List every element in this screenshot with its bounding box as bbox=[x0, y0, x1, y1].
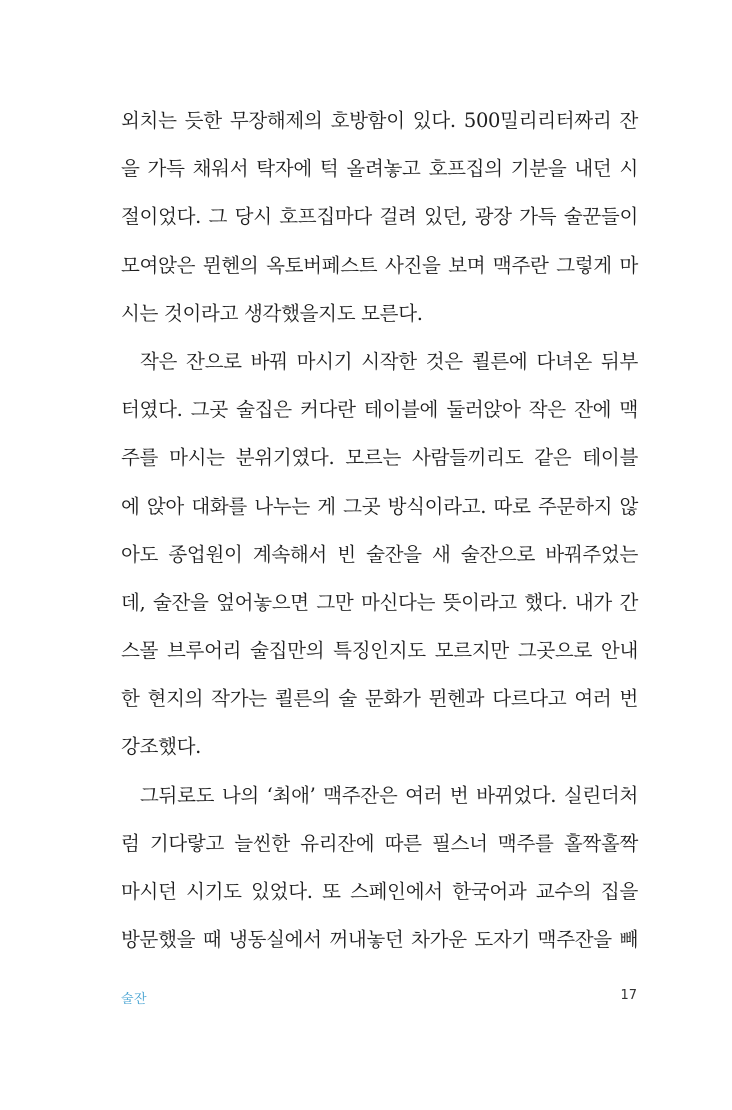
text-line: 데, 술잔을 엎어놓으면 그만 마신다는 뜻이라고 했다. 내가 간 bbox=[121, 590, 638, 614]
text-line: 모여앉은 뮌헨의 옥토버페스트 사진을 보며 맥주란 그렇게 마 bbox=[121, 253, 638, 277]
text-line: 방문했을 때 냉동실에서 꺼내놓던 차가운 도자기 맥주잔을 빼 bbox=[121, 928, 638, 952]
text-line: 터였다. 그곳 술집은 커다란 테이블에 둘러앉아 작은 잔에 맥 bbox=[121, 398, 638, 422]
text-line: 한 현지의 작가는 쾰른의 술 문화가 뮌헨과 다르다고 여러 번 bbox=[121, 687, 638, 711]
text-line: 스몰 브루어리 술집만의 특징인지도 모르지만 그곳으로 안내 bbox=[121, 639, 638, 663]
running-footer-title: 술잔 bbox=[121, 992, 148, 1007]
text-line: 아도 종업원이 계속해서 빈 술잔을 새 술잔으로 바꿔주었는 bbox=[121, 542, 638, 566]
text-line: 강조했다. bbox=[121, 735, 202, 759]
text-line: 절이었다. 그 당시 호프집마다 걸려 있던, 광장 가득 술꾼들이 bbox=[121, 205, 638, 229]
text-line: 마시던 시기도 있었다. 또 스페인에서 한국어과 교수의 집을 bbox=[121, 880, 638, 903]
text-line: 외치는 듯한 무장해제의 호방함이 있다. 500밀리리터짜리 잔 bbox=[121, 109, 638, 132]
body-text bbox=[121, 97, 638, 964]
text-line: 에 앉아 대화를 나누는 게 그곳 방식이라고. 따로 주문하지 않 bbox=[121, 494, 638, 518]
text-line: 주를 마시는 분위기였다. 모르는 사람들끼리도 같은 테이블 bbox=[121, 446, 638, 470]
text-line: 을 가득 채워서 탁자에 턱 올려놓고 호프집의 기분을 내던 시 bbox=[121, 157, 638, 181]
text-line: 럼 기다랗고 늘씬한 유리잔에 따른 필스너 맥주를 홀짝홀짝 bbox=[121, 831, 638, 855]
text-line: 시는 것이라고 생각했을지도 모른다. bbox=[121, 301, 423, 325]
text-line: 작은 잔으로 바꿔 마시기 시작한 것은 쾰른에 다녀온 뒤부 bbox=[140, 349, 638, 373]
text-line: 그뒤로도 나의 ‘최애’ 맥주잔은 여러 번 바뀌었다. 실린더처 bbox=[140, 783, 638, 807]
page-number: 17 bbox=[620, 988, 637, 1003]
